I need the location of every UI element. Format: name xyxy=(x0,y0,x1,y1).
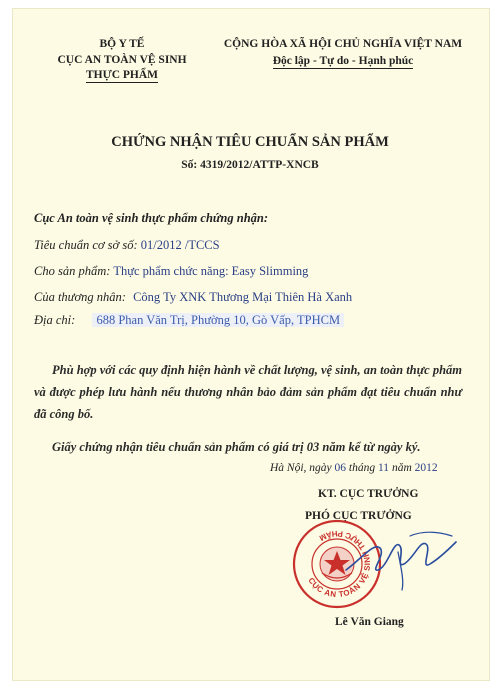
date-month-label: tháng xyxy=(348,462,376,474)
agency-name: CỤC AN TOÀN VỆ SINH xyxy=(57,54,187,66)
national-motto: Độc lập - Tự do - Hạnh phúc xyxy=(272,55,414,67)
product-label: Cho sản phẩm: xyxy=(34,264,111,278)
issue-date xyxy=(270,462,438,474)
certificate-number: Số: 4319/2012/ATTP-XNCB xyxy=(181,159,319,171)
standard-label: Tiêu chuẩn cơ sở số: xyxy=(34,238,138,252)
date-year: 2012 xyxy=(414,462,438,474)
stamp-text: CỤC AN TOÀN VỆ SINH THỰC PHẨM xyxy=(306,528,373,600)
address-label: Địa chỉ: xyxy=(34,313,76,327)
handwritten-signature-icon xyxy=(340,512,460,592)
merchant-label: Của thương nhân: xyxy=(34,290,126,304)
standard-row xyxy=(34,238,220,253)
compliance-paragraph: Phù hợp với các quy định hiện hành về chất lượng, vệ sinh, an toàn thực phẩm và được phép lưu hành nếu thương nhân bảo đảm sản phẩm đạt tiêu chuẩn như đã công bố. xyxy=(34,363,462,421)
product-row xyxy=(34,264,308,279)
date-day: 06 xyxy=(334,462,347,474)
date-place: Hà Nội, ngày xyxy=(270,462,332,474)
date-month: 11 xyxy=(377,462,390,474)
validity-statement: Giấy chứng nhận tiêu chuẩn sản phẩm có giá trị 03 năm kể từ ngày ký. xyxy=(52,440,421,454)
merchant-row xyxy=(34,290,352,305)
product-value: Thực phẩm chức năng: Easy Slimming xyxy=(113,264,309,278)
date-year-label: năm xyxy=(391,462,412,474)
standard-value: 01/2012 /TCCS xyxy=(140,238,220,252)
certifier-intro: Cục An toàn vệ sinh thực phẩm chứng nhận: xyxy=(34,211,269,225)
signer-role-2: PHÓ CỤC TRƯỞNG xyxy=(305,510,412,522)
agency-name-line2: THỰC PHẨM xyxy=(85,69,159,81)
ministry-name: BỘ Y TẾ xyxy=(99,38,145,50)
merchant-value: Công Ty XNK Thương Mại Thiên Hà Xanh xyxy=(133,290,353,304)
address-row xyxy=(34,313,344,328)
republic-name: CỘNG HÒA XÃ HỘI CHỦ NGHĨA VIỆT NAM xyxy=(223,38,463,50)
document-title: CHỨNG NHẬN TIÊU CHUẨN SẢN PHẨM xyxy=(111,134,389,150)
signer-name: Lê Văn Giang xyxy=(335,616,404,628)
signer-role-1: KT. CỤC TRƯỞNG xyxy=(318,488,419,500)
address-value: 688 Phan Văn Trị, Phường 10, Gò Vấp, TPHCM xyxy=(92,313,344,327)
motto-wrap xyxy=(208,55,478,69)
agency-name-line2-wrap xyxy=(52,69,192,83)
